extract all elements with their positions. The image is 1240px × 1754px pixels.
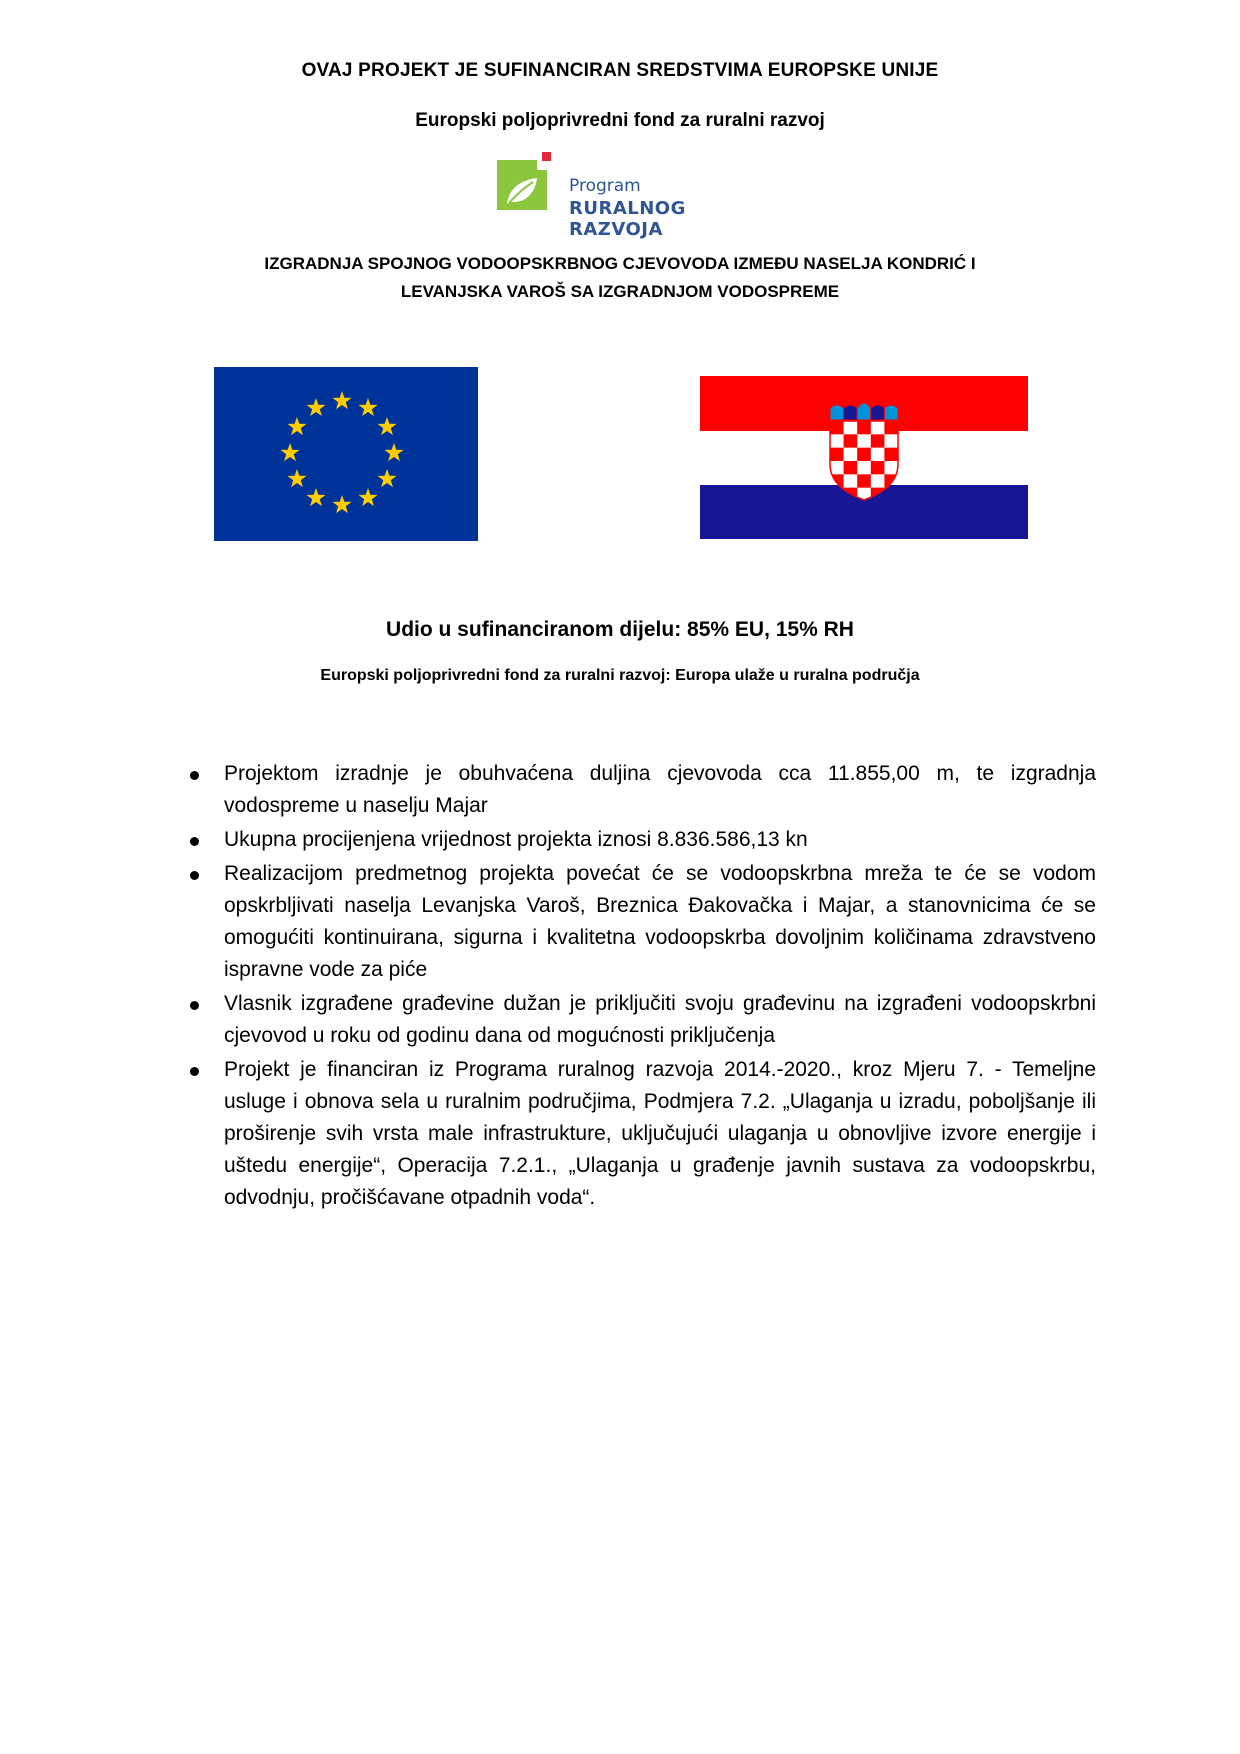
list-item bbox=[186, 858, 1096, 986]
list-item bbox=[186, 824, 1096, 856]
croatian-flag bbox=[700, 376, 1028, 539]
project-title-line2: LEVANJSKA VAROŠ SA IZGRADNJOM VODOSPREME bbox=[400, 282, 840, 301]
croatian-coat-of-arms bbox=[830, 403, 898, 501]
fund-slogan: Europski poljoprivredni fond za ruralni razvoj: Europa ulaže u ruralna područja bbox=[320, 667, 920, 684]
logo-text-program: Program bbox=[569, 176, 641, 196]
list-item bbox=[186, 758, 1096, 822]
bullet-icon bbox=[190, 1067, 199, 1076]
logo-red-square bbox=[542, 152, 551, 161]
list-item-text: Realizacijom predmetnog projekta povećat će se vodoopskrbna mreža te će se vodom opskrbljivati naselja Levanjska Varoš, Breznica Đakovačka i Majar, a stanovnicima će se omogućiti kontinuirana, sigurna i kvalitetna vodoopskrba dovoljnim količinama zdravstveno ispravne vode za piće bbox=[224, 862, 1096, 981]
list-item-text: Projekt je financiran iz Programa ruralnog razvoja 2014.-2020., kroz Mjeru 7. - Temeljne usluge i obnova sela u ruralnim područjima, Podmjera 7.2. „Ulaganja u izradu, poboljšanje ili proširenje svih vrsta male infrastrukture, uključujući ulaganja u obnovljive izvore energije i uštedu energije“, Operacija 7.2.1., „Ulaganja u građenje javnih sustava za vodoopskrbu, odvodnju, pročišćavane otpadnih voda“. bbox=[224, 1058, 1096, 1209]
document-heading: OVAJ PROJEKT JE SUFINANCIRAN SREDSTVIMA EUROPSKE UNIJE bbox=[301, 60, 939, 81]
project-title-line1: IZGRADNJA SPOJNOG VODOOPSKRBNOG CJEVOVODA IZMEĐU NASELJA KONDRIĆ I bbox=[264, 254, 976, 273]
list-item-text: Projektom izradnje je obuhvaćena duljina cjevovoda cca 11.855,00 m, te izgradnja vodospreme u naselju Majar bbox=[224, 762, 1096, 817]
bullet-icon bbox=[190, 871, 199, 880]
eu-flag bbox=[214, 367, 478, 541]
list-item bbox=[186, 1054, 1096, 1214]
list-item bbox=[186, 988, 1096, 1052]
fund-name: Europski poljoprivredni fond za ruralni razvoj bbox=[415, 110, 825, 131]
logo-text-ruralnog-razvoja: RURALNOG RAZVOJA bbox=[569, 198, 686, 240]
list-item-text: Vlasnik izgrađene građevine dužan je priključiti svoju građevinu na izgrađeni vodoopskrbni cjevovod u roku od godinu dana od mogućnosti priključenja bbox=[224, 992, 1096, 1047]
leaf-icon bbox=[505, 176, 539, 206]
bullet-icon bbox=[190, 771, 199, 780]
bullet-icon bbox=[190, 837, 199, 846]
program-ruralnog-razvoja-logo bbox=[497, 150, 777, 240]
list-item-text: Ukupna procijenjena vrijednost projekta iznosi 8.836.586,13 kn bbox=[224, 828, 808, 851]
cofinancing-share: Udio u sufinanciranom dijelu: 85% EU, 15% RH bbox=[386, 618, 854, 641]
project-details-list bbox=[186, 758, 1096, 1216]
bullet-icon bbox=[190, 1001, 199, 1010]
